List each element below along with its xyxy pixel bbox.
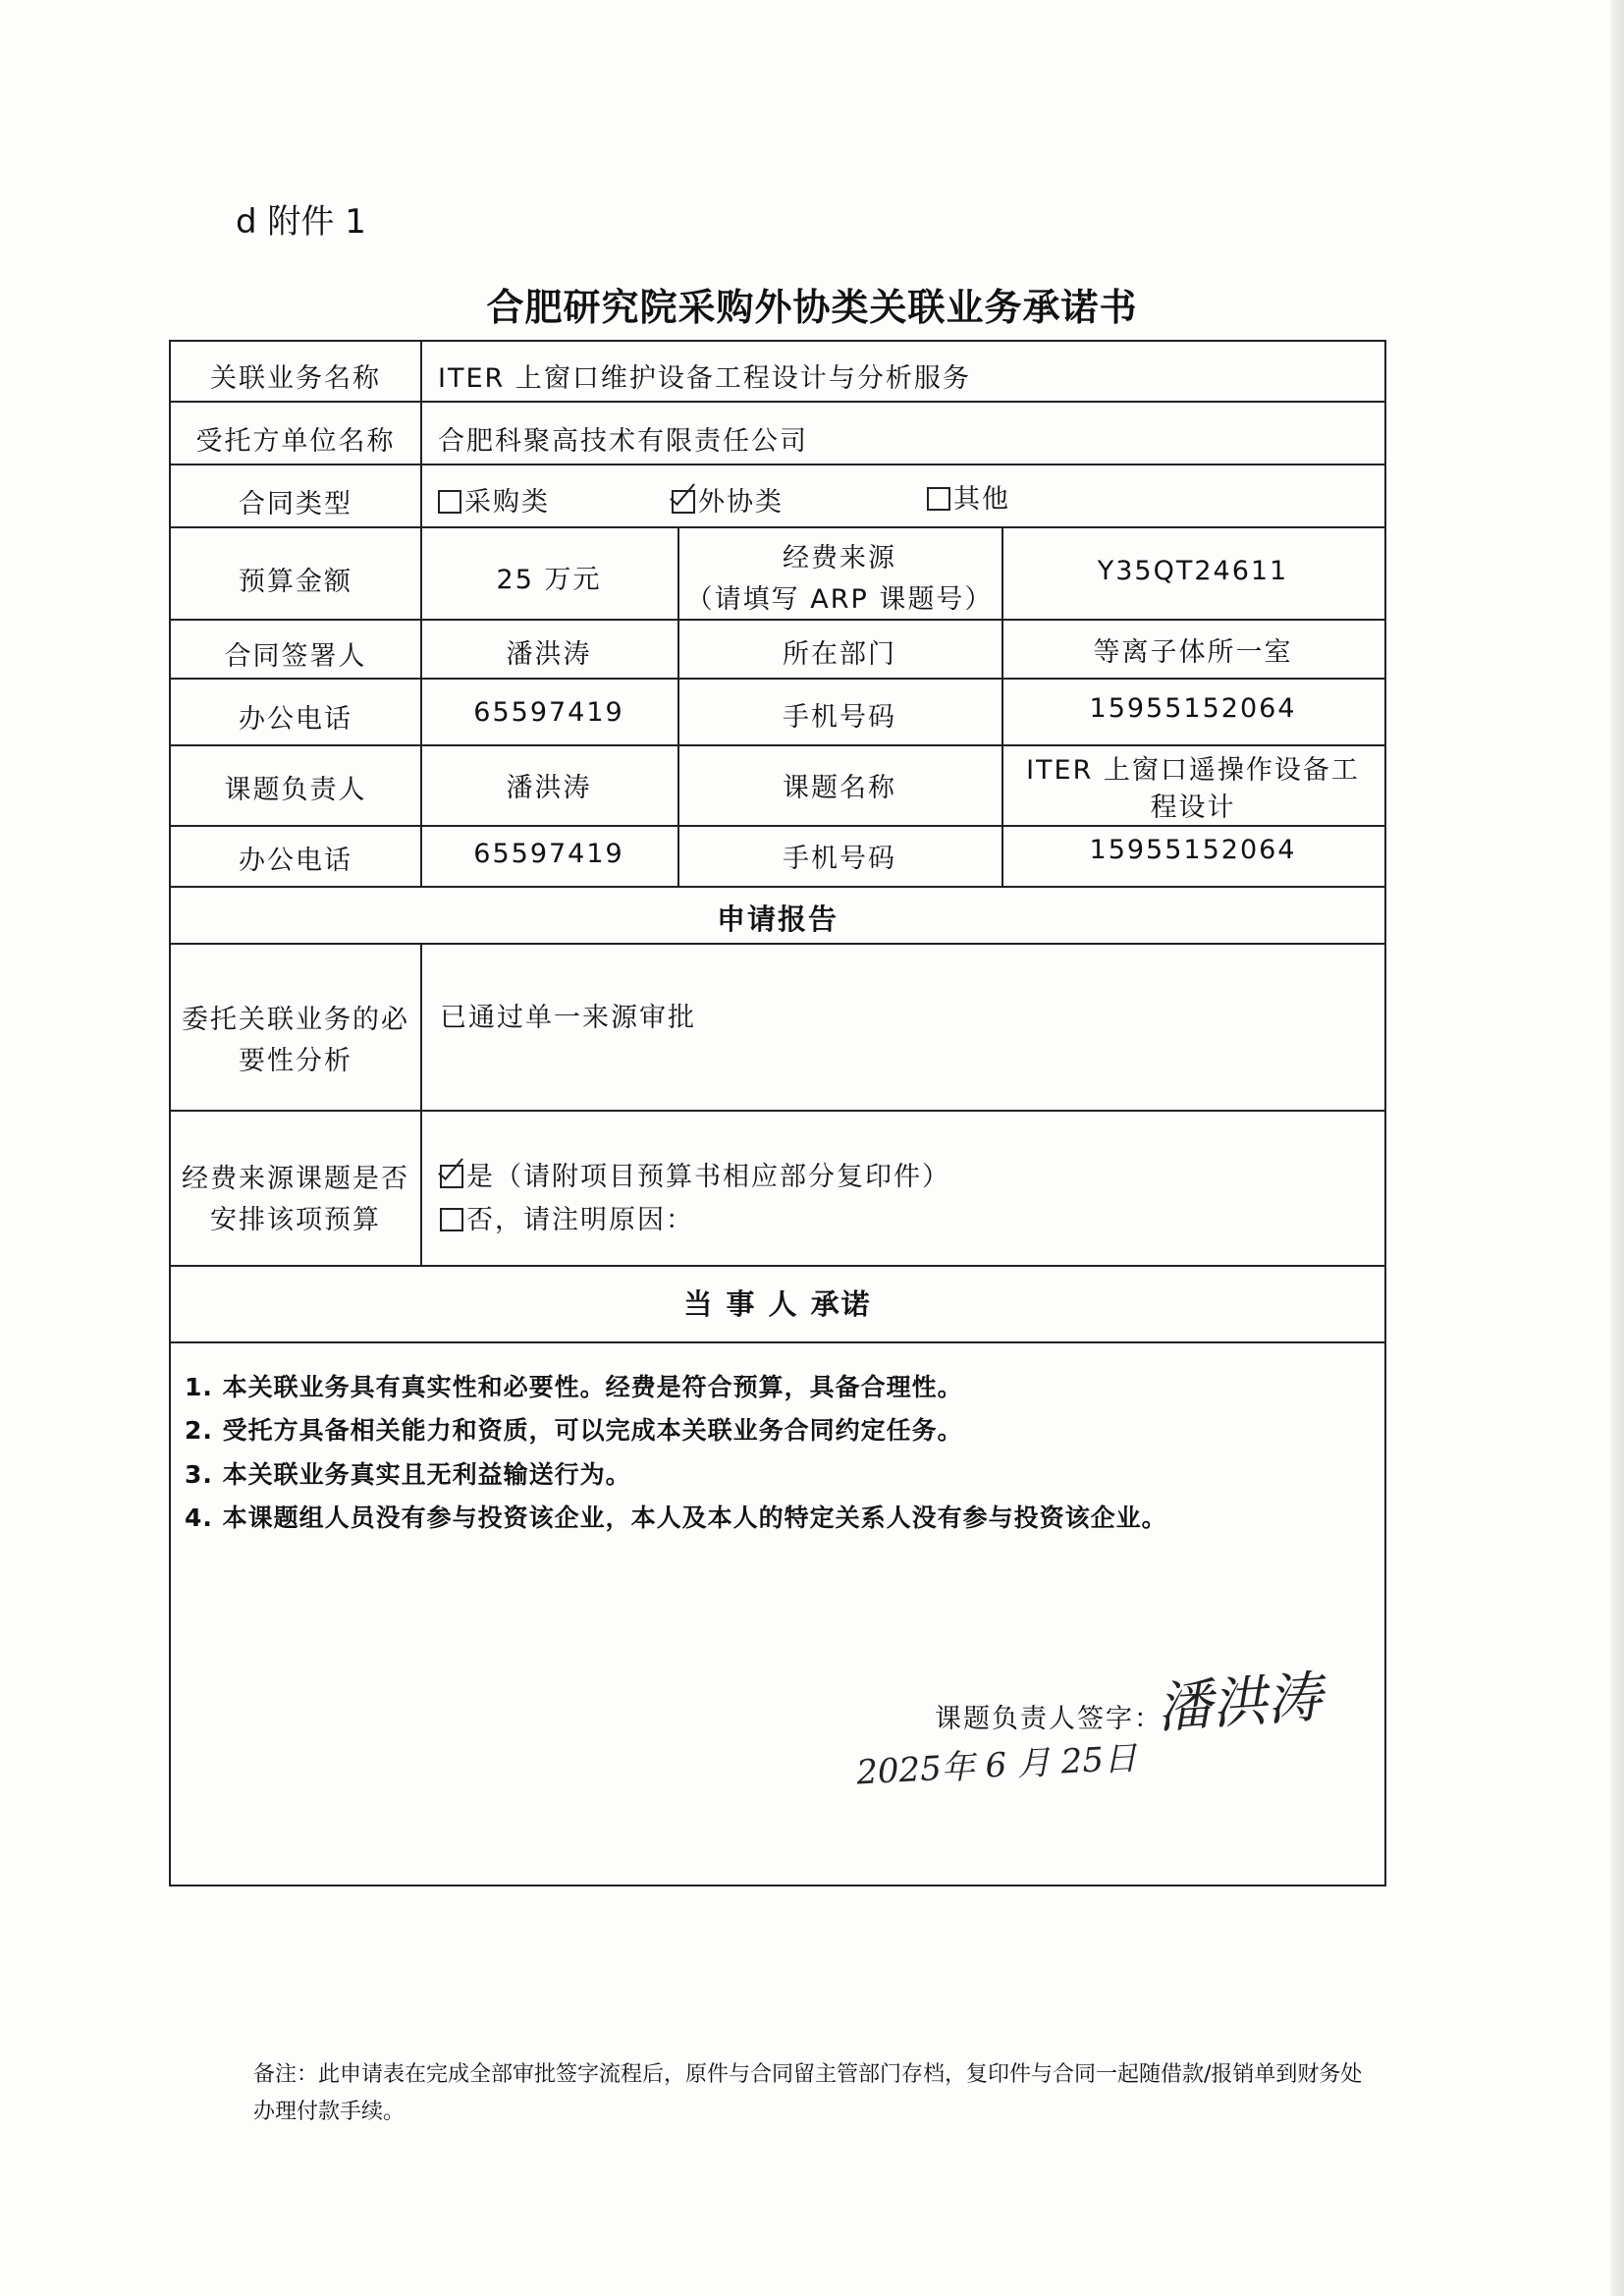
row-divider: [171, 1110, 1384, 1112]
contract-type-option[interactable]: 采购类: [438, 480, 550, 519]
funding-source-label: 经费来源: [783, 543, 896, 574]
handwritten-date: 2025年 6 月 25日: [855, 1738, 1138, 1793]
project-leader-value: 潘洪涛: [506, 773, 592, 803]
row-divider: [171, 464, 1384, 465]
project-leader-label: 课题负责人: [224, 775, 367, 805]
pledge-item: 1. 本关联业务具有真实性和必要性。经费是符合预算，具备合理性。: [185, 1373, 963, 1401]
row-divider: [171, 825, 1384, 827]
pledge-heading: 当 事 人 承诺: [683, 1287, 872, 1321]
row-divider: [171, 886, 1384, 888]
row-divider: [171, 619, 1384, 621]
row-divider: [171, 1265, 1384, 1267]
row-divider: [171, 1341, 1384, 1343]
contract-type-option[interactable]: 其他: [927, 477, 1010, 516]
scan-edge: [1610, 0, 1624, 2296]
checkbox-icon[interactable]: [438, 490, 461, 514]
pledge-item: 3. 本关联业务真实且无利益输送行为。: [185, 1460, 631, 1489]
row-divider: [171, 401, 1384, 403]
row-divider: [171, 526, 1384, 528]
budget-label: 预算金额: [239, 567, 352, 597]
signer-label: 合同签署人: [224, 641, 367, 672]
budget-value: 25 万元: [496, 565, 602, 595]
footnote: 备注：此申请表在完成全部审批签字流程后，原件与合同留主管部门存档，复印件与合同一起随借款/报销单到财务处办理付款手续。: [253, 2062, 1363, 2124]
signer-value: 潘洪涛: [506, 639, 592, 670]
project-name-value: ITER 上窗口遥操作设备工: [1026, 755, 1360, 786]
department-value: 等离子体所一室: [1093, 637, 1293, 668]
business-name-label: 关联业务名称: [210, 363, 381, 394]
funding-source-hint: （请填写 ARP 课题号）: [685, 584, 994, 615]
business-name-value: ITER 上窗口维护设备工程设计与分析服务: [438, 363, 971, 394]
department-label: 所在部门: [783, 639, 896, 670]
budget-check-label-cont: 安排该项预算: [210, 1205, 381, 1235]
office-phone-value: 65597419: [473, 697, 624, 728]
project-name-label: 课题名称: [783, 773, 896, 803]
checkbox-icon[interactable]: [927, 487, 950, 511]
row-divider: [171, 744, 1384, 746]
checked-checkbox-icon[interactable]: [672, 490, 695, 514]
contract-type-option[interactable]: 外协类: [672, 480, 784, 519]
contract-type-label: 合同类型: [239, 489, 352, 519]
pledge-item: 2. 受托方具备相关能力和资质，可以完成本关联业务合同约定任务。: [185, 1416, 963, 1445]
application-report-heading: 申请报告: [716, 902, 839, 936]
signature-label: 课题负责人签字：: [935, 1704, 1163, 1734]
column-divider: [420, 943, 422, 1265]
office-phone-label: 办公电话: [239, 704, 352, 735]
necessity-label-cont: 要性分析: [239, 1046, 352, 1076]
office-phone-value-2: 65597419: [473, 839, 624, 869]
office-phone-label-2: 办公电话: [239, 846, 352, 876]
pledge-item: 4. 本课题组人员没有参与投资该企业，本人及本人的特定关系人没有参与投资该企业。: [185, 1503, 1167, 1532]
funding-source-value: Y35QT24611: [1097, 556, 1289, 586]
attachment-label: d 附件 1: [236, 202, 366, 242]
necessity-value: 已通过单一来源审批: [440, 1003, 696, 1033]
handwritten-signature: 潘洪涛: [1155, 1666, 1325, 1741]
project-name-value-cont: 程设计: [1150, 793, 1236, 823]
entrusted-unit-label: 受托方单位名称: [195, 426, 396, 457]
checked-checkbox-icon[interactable]: [440, 1165, 463, 1188]
budget-check-yes[interactable]: 是（请附项目预算书相应部分复印件）: [440, 1155, 950, 1193]
budget-check-label: 经费来源课题是否: [182, 1164, 409, 1194]
mobile-label-2: 手机号码: [783, 844, 896, 874]
row-divider: [171, 943, 1384, 945]
entrusted-unit-value: 合肥科聚高技术有限责任公司: [438, 426, 808, 457]
necessity-label: 委托关联业务的必: [182, 1005, 409, 1035]
mobile-value-2: 15955152064: [1089, 835, 1297, 865]
checkbox-icon[interactable]: [440, 1208, 463, 1231]
mobile-label: 手机号码: [783, 702, 896, 733]
document-title: 合肥研究院采购外协类关联业务承诺书: [486, 286, 1138, 329]
mobile-value: 15955152064: [1089, 693, 1297, 724]
form-table: [169, 340, 1386, 1886]
row-divider: [171, 678, 1384, 680]
budget-check-no[interactable]: 否，请注明原因：: [440, 1198, 694, 1236]
